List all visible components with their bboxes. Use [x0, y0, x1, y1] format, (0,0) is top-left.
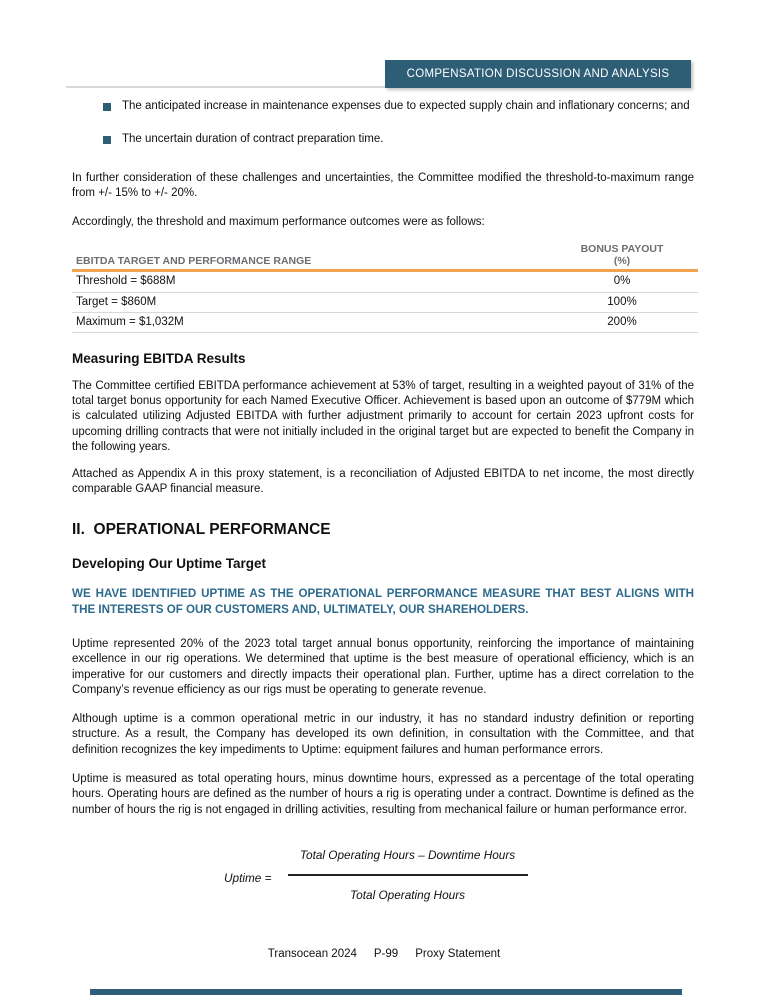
list-item — [103, 99, 694, 114]
formula-numerator: Total Operating Hours – Downtime Hours — [299, 847, 516, 862]
payout-header-line2: (%) — [613, 255, 631, 268]
paragraph-measuring-1: The Committee certified EBITDA performance achievement at 53% of target, resulting in a weighted payout of 31% of the total target bonus opportunity for each Named Executive Officer. Achievement is based upon an outcome of $779M which is calculated utilizing Adjusted EBITDA with further adjustment primarily to account for certain 2023 upfront costs for upcoming drilling contracts that were not initially included in the original target but are expected to benefit the Company in the following years. — [72, 379, 694, 453]
paragraph-measuring-2: Attached as Appendix A in this proxy statement, is a reconciliation of Adjusted EBITDA to net income, the most directly comparable GAAP financial measure. — [72, 468, 694, 496]
range-cell: Threshold = $688M — [72, 271, 546, 292]
table-row — [72, 313, 698, 333]
range-cell: Maximum = $1,032M — [72, 313, 546, 333]
table-row — [72, 271, 698, 292]
bullet-text: The uncertain duration of contract preparation time. — [122, 133, 384, 146]
heading-operational-performance: II. OPERATIONAL PERFORMANCE — [72, 520, 331, 538]
square-bullet-icon — [103, 136, 111, 144]
footer-page-number: P-99 — [373, 948, 399, 960]
square-bullet-icon — [103, 103, 111, 111]
payout-cell: 0% — [546, 271, 698, 292]
paragraph-consideration: In further consideration of these challenges and uncertainties, the Committee modified the threshold-to-maximum range from +/- 15% to +/- 20%. — [72, 171, 694, 199]
ebitda-performance-table — [72, 243, 698, 333]
table-row — [72, 292, 698, 312]
table-header-row — [72, 243, 698, 271]
uptime-formula — [224, 848, 694, 903]
column-header-range: EBITDA TARGET AND PERFORMANCE RANGE — [72, 243, 546, 271]
paragraph-uptime-2: Although uptime is a common operational metric in our industry, it has no standard industry definition or reporting structure. As a result, the Company has developed its own definition, in consultation with the Committee, and that definition recognizes the key impediments to Uptime: equipment failures and human performance errors. — [72, 713, 694, 756]
paragraph-uptime-1: Uptime represented 20% of the 2023 total target annual bonus opportunity, reinforcing the importance of maintaining excellence in our rig operations. We determined that uptime is the best measure of operational efficiency, which is an imperative for our customers and directly impacts their operational plan. Further, uptime has a direct correlation to the Company’s revenue efficiency as our rigs must be operating to generate revenue. — [72, 637, 694, 696]
section-banner-label: COMPENSATION DISCUSSION AND ANALYSIS — [406, 68, 670, 80]
heading-developing-uptime: Developing Our Uptime Target — [72, 556, 267, 572]
paragraph-uptime-3: Uptime is measured as total operating hours, minus downtime hours, expressed as a percentage of the total operating hours. Operating hours are defined as the number of hours a rig is operating under a contract. Downtime is defined as the number of hours the rig is not engaged in drilling activities, resulting from mechanical failure or human performance error. — [72, 773, 694, 816]
payout-cell: 200% — [546, 313, 698, 333]
formula-fraction — [288, 848, 528, 903]
heading-measuring-ebitda: Measuring EBITDA Results — [72, 351, 246, 367]
formula-lhs: Uptime = — [224, 870, 272, 885]
section-banner — [385, 60, 691, 88]
fraction-bar — [288, 874, 528, 876]
page-content — [72, 99, 694, 903]
list-item — [103, 132, 694, 147]
page-footer — [0, 948, 768, 960]
bottom-accent-bar — [90, 989, 682, 995]
footer-label: Proxy Statement — [415, 948, 501, 960]
column-header-payout — [546, 243, 698, 271]
payout-cell: 100% — [546, 292, 698, 312]
paragraph-accordingly: Accordingly, the threshold and maximum performance outcomes were as follows: — [72, 216, 485, 229]
payout-header-line1: BONUS PAYOUT — [580, 243, 664, 256]
uptime-callout-statement: WE HAVE IDENTIFIED UPTIME AS THE OPERATIONAL PERFORMANCE MEASURE THAT BEST ALIGNS WITH THE INTERESTS OF OUR CUSTOMERS AND, ULTIMATELY, OUR SHAREHOLDERS. — [72, 587, 694, 616]
formula-denominator: Total Operating Hours — [350, 887, 466, 902]
bullet-text: The anticipated increase in maintenance expenses due to expected supply chain and inflationary concerns; and — [122, 100, 690, 112]
footer-brand: Transocean 2024 — [267, 948, 357, 960]
range-cell: Target = $860M — [72, 292, 546, 312]
